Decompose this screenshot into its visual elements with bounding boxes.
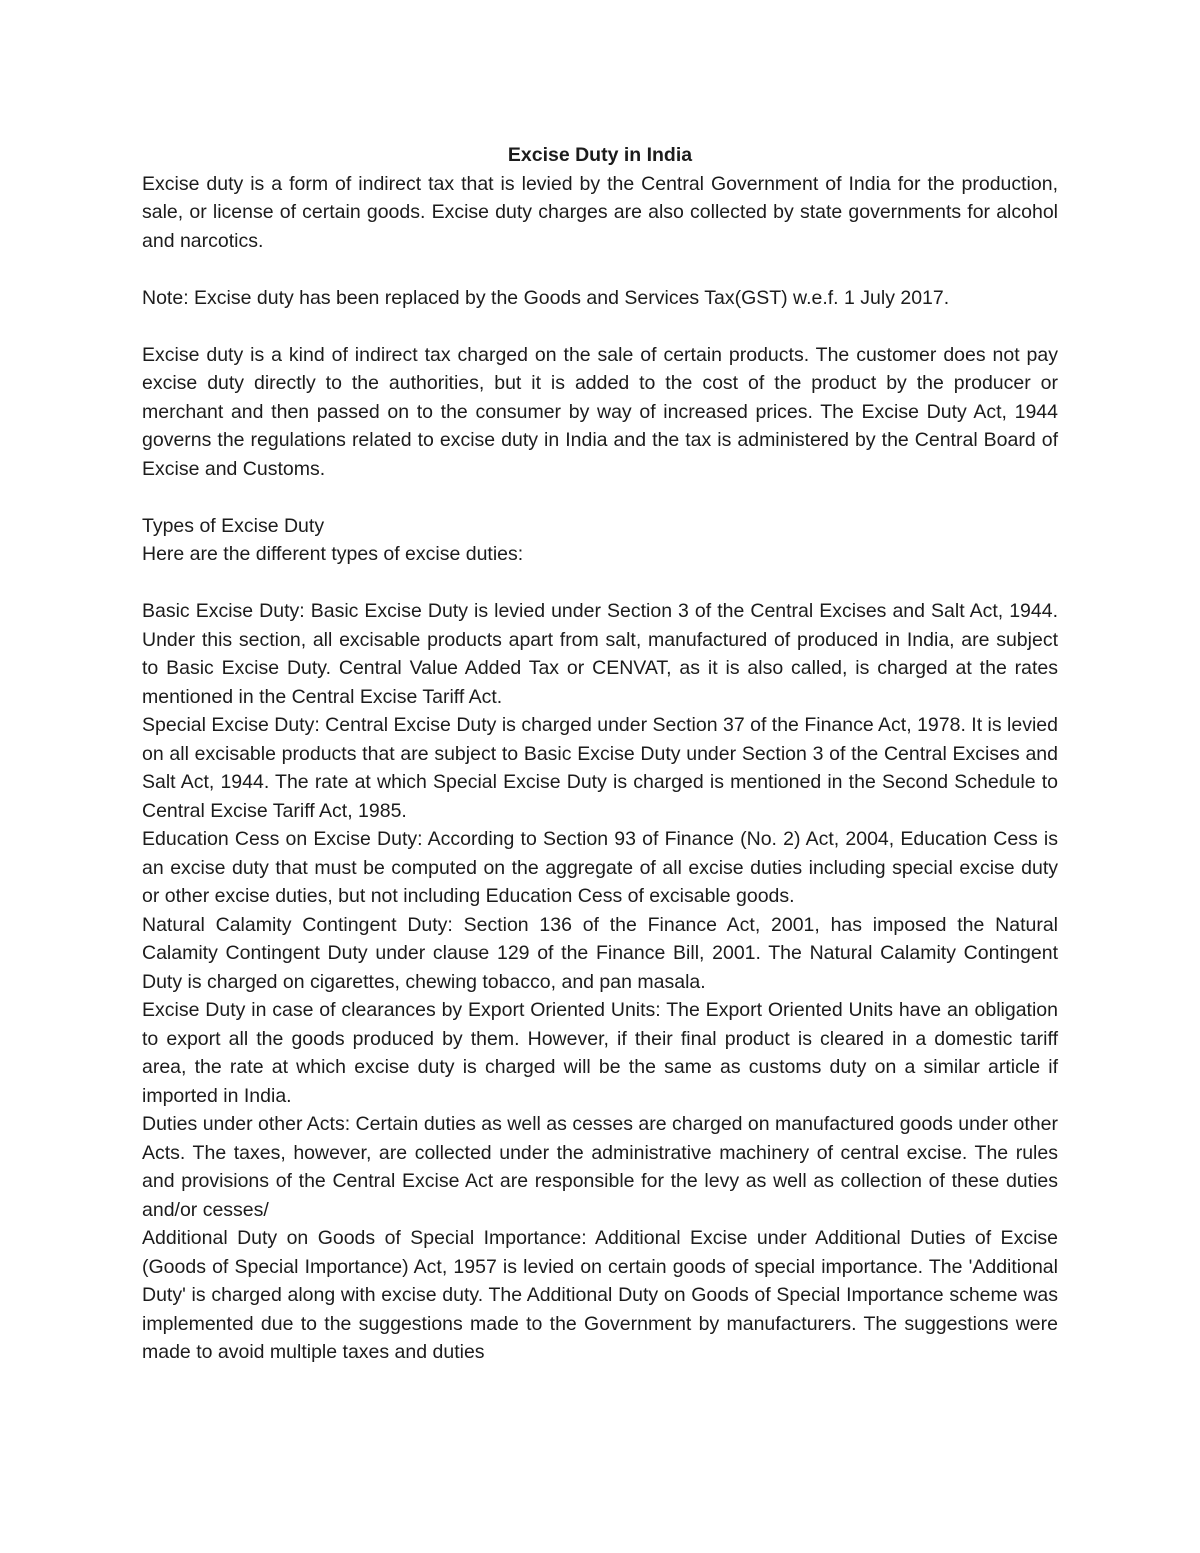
- type-paragraph-basic: Basic Excise Duty: Basic Excise Duty is levied under Section 3 of the Central Excises and Salt Act, 1944. Under this section, all excisable products apart from salt, manufactured of produced in India, are subject to Basic Excise Duty. Central Value Added Tax or CENVAT, as it is also called, is charged at the rates mentioned in the Central Excise Tariff Act.: [142, 600, 1058, 708]
- spacer: [142, 255, 1058, 284]
- types-heading: Types of Excise Duty: [142, 514, 325, 537]
- document-body: [142, 141, 1058, 1367]
- spacer: [142, 569, 1058, 598]
- type-paragraph-export-units: Excise Duty in case of clearances by Export Oriented Units: The Export Oriented Units have an obligation to export all the goods produced by them. However, if their final product is cleared in a domestic tariff area, the rate at which excise duty is charged will be the same as customs duty on a similar article if imported in India.: [142, 999, 1058, 1107]
- spacer: [142, 483, 1058, 512]
- note-paragraph: Note: Excise duty has been replaced by the Goods and Services Tax(GST) w.e.f. 1 July 2017.: [142, 286, 950, 309]
- type-paragraph-natural-calamity: Natural Calamity Contingent Duty: Section 136 of the Finance Act, 2001, has imposed the Natural Calamity Contingent Duty under clause 129 of the Finance Bill, 2001. The Natural Calamity Contingent Duty is charged on cigarettes, chewing tobacco, and pan masala.: [142, 913, 1058, 993]
- types-intro: Here are the different types of excise duties:: [142, 543, 524, 565]
- type-paragraph-education-cess: Education Cess on Excise Duty: According to Section 93 of Finance (No. 2) Act, 2004, Education Cess is an excise duty that must be computed on the aggregate of all excise duties including special excise duty or other excise duties, but not including Education Cess of excisable goods.: [142, 828, 1058, 907]
- type-paragraph-other-acts: Duties under other Acts: Certain duties as well as cesses are charged on manufactured goods under other Acts. The taxes, however, are collected under the administrative machinery of central excise. The rules and provisions of the Central Excise Act are responsible for the levy as well as collection of these duties and/or cesses/: [142, 1113, 1058, 1221]
- type-paragraph-additional-duty: Additional Duty on Goods of Special Importance: Additional Excise under Additional Duties of Excise (Goods of Special Importance) Act, 1957 is levied on certain goods of special importance. The 'Additional Duty' is charged along with excise duty. The Additional Duty on Goods of Special Importance scheme was implemented due to the suggestions made to the Government by manufacturers. The suggestions were made to avoid multiple taxes and duties: [142, 1227, 1058, 1363]
- spacer: [142, 312, 1058, 341]
- overview-paragraph: Excise duty is a kind of indirect tax charged on the sale of certain products. The customer does not pay excise duty directly to the authorities, but it is added to the cost of the product by the producer or merchant and then passed on to the consumer by way of increased prices. The Excise Duty Act, 1944 governs the regulations related to excise duty in India and the tax is administered by the Central Board of Excise and Customs.: [142, 343, 1058, 480]
- intro-paragraph: Excise duty is a form of indirect tax that is levied by the Central Government of India for the production, sale, or license of certain goods. Excise duty charges are also collected by state governments for alcohol and narcotics.: [142, 172, 1058, 252]
- document-title: Excise Duty in India: [507, 144, 693, 166]
- type-paragraph-special: Special Excise Duty: Central Excise Duty is charged under Section 37 of the Finance Act, 1978. It is levied on all excisable products that are subject to Basic Excise Duty under Section 3 of the Central Excises and Salt Act, 1944. The rate at which Special Excise Duty is charged is mentioned in the Second Schedule to Central Excise Tariff Act, 1985.: [142, 714, 1058, 822]
